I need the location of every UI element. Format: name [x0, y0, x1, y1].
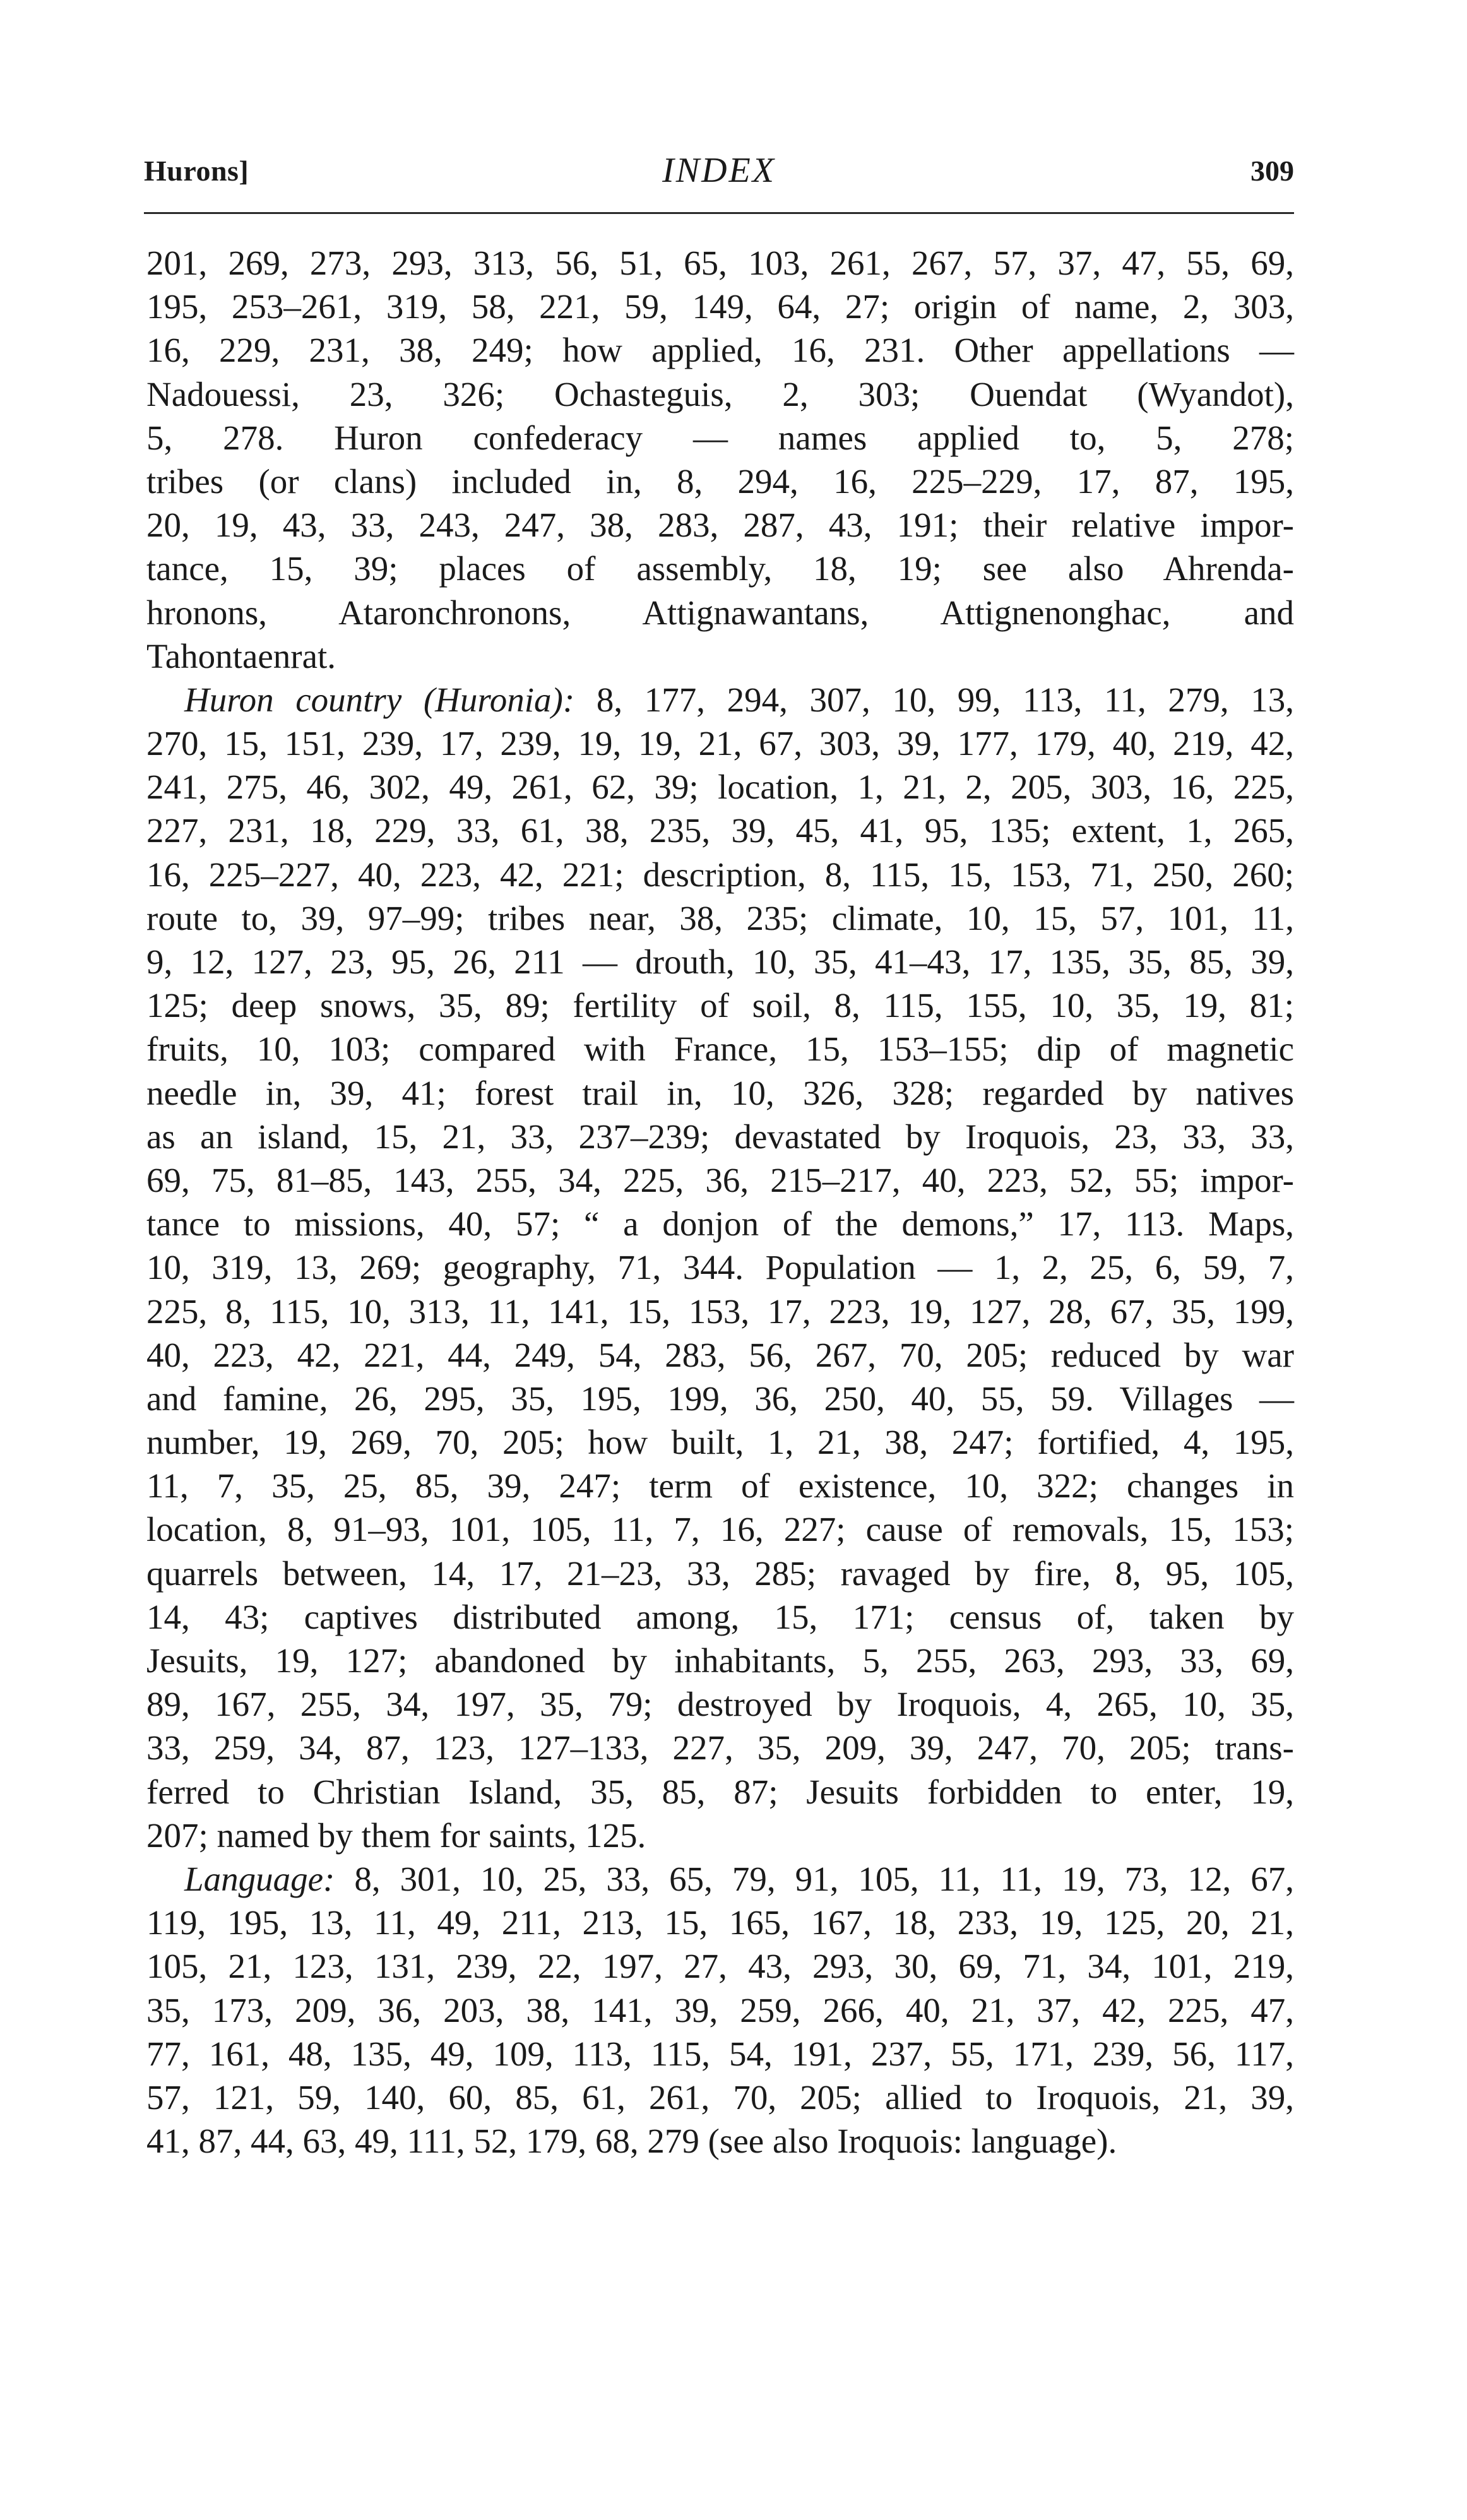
index-line: 119, 195, 13, 11, 49, 211, 213, 15, 165, 167, 18, 233, 19, 125, 20, 21,: [146, 1903, 1294, 1942]
index-line: 207; named by them for saints, 125.: [146, 1816, 646, 1855]
index-line: 89, 167, 255, 34, 197, 35, 79; destroyed by Iroquois, 4, 265, 10, 35,: [146, 1685, 1294, 1724]
index-line: Tahontaenrat.: [146, 636, 336, 675]
index-line: route to, 39, 97–99; tribes near, 38, 235; climate, 10, 15, 57, 101, 11,: [146, 898, 1294, 937]
index-line: tance to missions, 40, 57; “ a donjon of the demons,” 17, 113. Maps,: [146, 1204, 1294, 1244]
index-line: 20, 19, 43, 33, 243, 247, 38, 283, 287, 43, 191; their relative impor-: [146, 506, 1294, 545]
index-line: tribes (or clans) included in, 8, 294, 16, 225–229, 17, 87, 195,: [146, 461, 1294, 501]
index-line: 16, 225–227, 40, 223, 42, 221; description, 8, 115, 15, 153, 71, 250, 260;: [146, 855, 1294, 894]
index-line: tance, 15, 39; places of assembly, 18, 19; see also Ahrenda-: [146, 549, 1294, 588]
index-entry-language: [146, 1857, 1294, 2163]
index-line: 195, 253–261, 319, 58, 221, 59, 149, 64, 27; origin of name, 2, 303,: [146, 287, 1294, 326]
index-line: 5, 278. Huron confederacy — names applied to, 5, 278;: [146, 418, 1294, 457]
index-line: as an island, 15, 21, 33, 237–239; devastated by Iroquois, 23, 33, 33,: [146, 1117, 1294, 1156]
index-line: 14, 43; captives distributed among, 15, 171; census of, taken by: [146, 1597, 1294, 1636]
index-line: 241, 275, 46, 302, 49, 261, 62, 39; location, 1, 21, 2, 205, 303, 16, 225,: [146, 768, 1294, 807]
index-line: 41, 87, 44, 63, 49, 111, 52, 179, 68, 279 (see also Iroquois: language).: [146, 2122, 1117, 2161]
index-line: 225, 8, 115, 10, 313, 11, 141, 15, 153, 17, 223, 19, 127, 28, 67, 35, 199,: [146, 1292, 1294, 1331]
index-entry-hurons-continued: [146, 241, 1294, 678]
running-header: [144, 150, 1294, 201]
index-line: location, 8, 91–93, 101, 105, 11, 7, 16, 227; cause of removals, 15, 153;: [146, 1510, 1294, 1549]
index-line: needle in, 39, 41; forest trail in, 10, 326, 328; regarded by natives: [146, 1073, 1294, 1112]
index-line: number, 19, 269, 70, 205; how built, 1, 21, 38, 247; fortified, 4, 195,: [146, 1423, 1294, 1462]
index-line: 35, 173, 209, 36, 203, 38, 141, 39, 259, 266, 40, 21, 37, 42, 225, 47,: [146, 1990, 1294, 2030]
index-line: 125; deep snows, 35, 89; fertility of soil, 8, 115, 155, 10, 35, 19, 81;: [146, 986, 1294, 1025]
index-line: quarrels between, 14, 17, 21–23, 33, 285; ravaged by fire, 8, 95, 105,: [146, 1554, 1294, 1593]
index-line: and famine, 26, 295, 35, 195, 199, 36, 250, 40, 55, 59. Villages —: [146, 1379, 1294, 1418]
index-line: 16, 229, 231, 38, 249; how applied, 16, 231. Other appellations —: [146, 331, 1294, 370]
index-line: 69, 75, 81–85, 143, 255, 34, 225, 36, 215–217, 40, 223, 52, 55; impor-: [146, 1160, 1294, 1199]
header-title: INDEX: [662, 151, 776, 190]
index-line: 11, 7, 35, 25, 85, 39, 247; term of existence, 10, 322; changes in: [146, 1466, 1294, 1506]
index-line: Huron country (Huronia): 8, 177, 294, 307, 10, 99, 113, 11, 279, 13,: [184, 680, 1294, 719]
index-line: 270, 15, 151, 239, 17, 239, 19, 19, 21, 67, 303, 39, 177, 179, 40, 219, 42,: [146, 724, 1294, 763]
index-line: 40, 223, 42, 221, 44, 249, 54, 283, 56, 267, 70, 205; reduced by war: [146, 1335, 1294, 1374]
index-line: 57, 121, 59, 140, 60, 85, 61, 261, 70, 205; allied to Iroquois, 21, 39,: [146, 2077, 1294, 2117]
index-line: ferred to Christian Island, 35, 85, 87; Jesuits forbidden to enter, 19,: [146, 1772, 1294, 1811]
header-section-label: Hurons]: [144, 155, 249, 187]
index-line: Jesuits, 19, 127; abandoned by inhabitants, 5, 255, 263, 293, 33, 69,: [146, 1641, 1294, 1680]
index-entry-huron-country: [146, 678, 1294, 1857]
index-line: hronons, Ataronchronons, Attignawantans, Attignenonghac, and: [146, 593, 1294, 632]
index-body: [146, 241, 1294, 2163]
index-line: 201, 269, 273, 293, 313, 56, 51, 65, 103, 261, 267, 57, 37, 47, 55, 69,: [146, 244, 1294, 282]
index-line: Nadouessi, 23, 326; Ochasteguis, 2, 303; Ouendat (Wyandot),: [146, 374, 1294, 413]
index-line: 33, 259, 34, 87, 123, 127–133, 227, 35, 209, 39, 247, 70, 205; trans-: [146, 1728, 1294, 1768]
index-line: 9, 12, 127, 23, 95, 26, 211 — drouth, 10, 35, 41–43, 17, 135, 35, 85, 39,: [146, 942, 1294, 981]
index-line: 77, 161, 48, 135, 49, 109, 113, 115, 54, 191, 237, 55, 171, 239, 56, 117,: [146, 2034, 1294, 2073]
index-line: 227, 231, 18, 229, 33, 61, 38, 235, 39, 45, 41, 95, 135; extent, 1, 265,: [146, 811, 1294, 850]
header-rule: [144, 212, 1294, 214]
page-number: 309: [1250, 155, 1294, 187]
index-line: fruits, 10, 103; compared with France, 15, 153–155; dip of magnetic: [146, 1030, 1294, 1069]
index-line: 10, 319, 13, 269; geography, 71, 344. Population — 1, 2, 25, 6, 59, 7,: [146, 1248, 1294, 1287]
index-line: 105, 21, 123, 131, 239, 22, 197, 27, 43, 293, 30, 69, 71, 34, 101, 219,: [146, 1947, 1294, 1986]
index-line: Language: 8, 301, 10, 25, 33, 65, 79, 91, 105, 11, 11, 19, 73, 12, 67,: [184, 1859, 1294, 1898]
